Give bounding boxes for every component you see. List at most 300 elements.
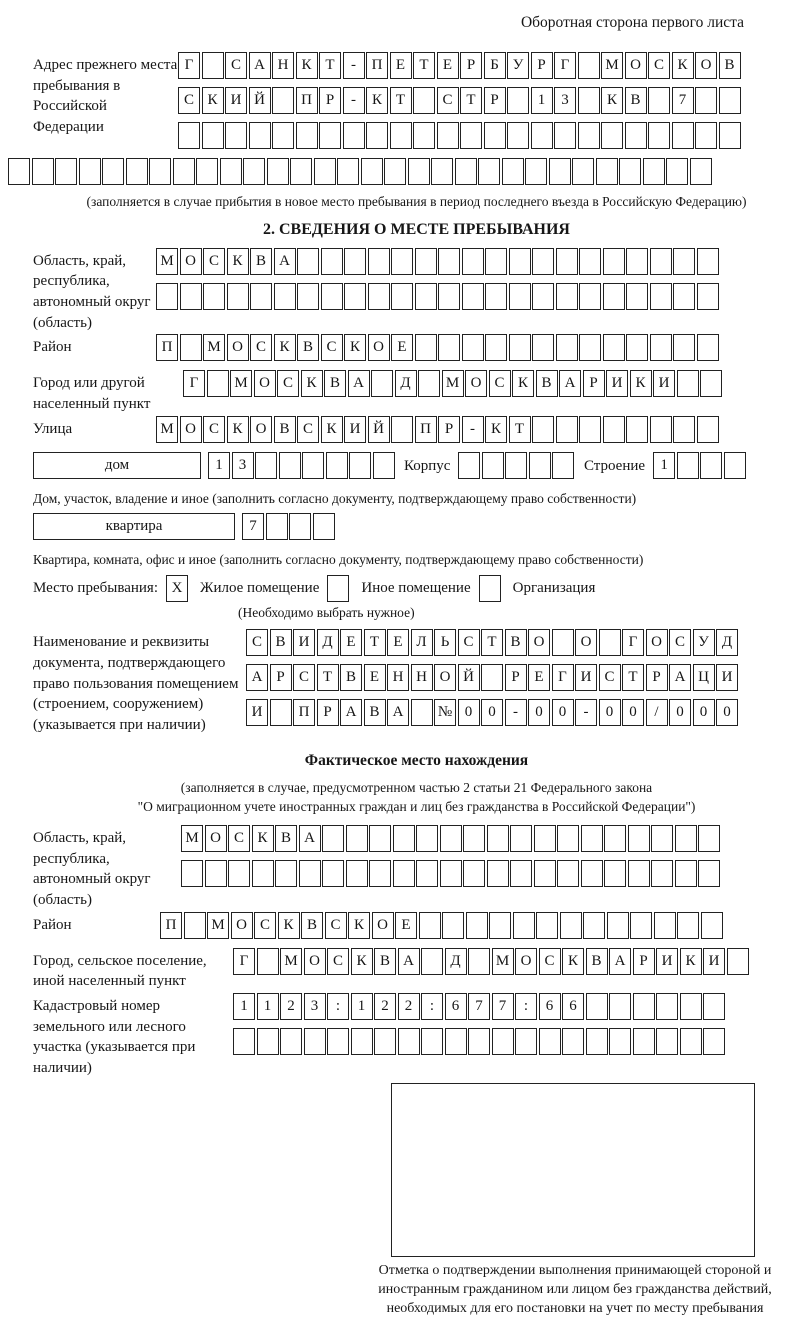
char-box[interactable] <box>481 664 503 691</box>
char-box[interactable] <box>384 158 406 185</box>
char-box[interactable] <box>349 452 371 479</box>
char-box[interactable] <box>267 158 289 185</box>
char-box[interactable]: - <box>343 87 365 114</box>
char-box[interactable] <box>628 825 650 852</box>
char-box[interactable] <box>369 825 391 852</box>
char-box[interactable]: Е <box>387 629 409 656</box>
char-box[interactable] <box>468 1028 490 1055</box>
char-box[interactable] <box>343 122 365 149</box>
char-box[interactable]: М <box>601 52 623 79</box>
char-box[interactable] <box>489 912 511 939</box>
char-box[interactable] <box>344 283 366 310</box>
char-box[interactable] <box>102 158 124 185</box>
char-box[interactable]: Т <box>413 52 435 79</box>
char-box[interactable]: У <box>507 52 529 79</box>
char-box[interactable] <box>650 248 672 275</box>
char-box[interactable] <box>675 825 697 852</box>
char-box[interactable]: 1 <box>257 993 279 1020</box>
char-box[interactable] <box>203 283 225 310</box>
char-box[interactable] <box>626 283 648 310</box>
char-box[interactable] <box>579 416 601 443</box>
char-box[interactable]: 3 <box>232 452 254 479</box>
char-box[interactable] <box>418 370 440 397</box>
char-box[interactable] <box>408 158 430 185</box>
char-box[interactable]: 6 <box>562 993 584 1020</box>
char-box[interactable] <box>371 370 393 397</box>
char-box[interactable]: Н <box>387 664 409 691</box>
char-box[interactable]: А <box>274 248 296 275</box>
char-box[interactable]: 0 <box>458 699 480 726</box>
char-box[interactable]: С <box>539 948 561 975</box>
char-box[interactable] <box>55 158 77 185</box>
char-box[interactable]: Р <box>583 370 605 397</box>
char-box[interactable] <box>698 860 720 887</box>
char-box[interactable]: С <box>203 416 225 443</box>
char-box[interactable]: М <box>207 912 229 939</box>
char-box[interactable] <box>531 122 553 149</box>
char-box[interactable] <box>313 513 335 540</box>
char-box[interactable] <box>697 248 719 275</box>
char-box[interactable] <box>698 825 720 852</box>
char-box[interactable] <box>319 122 341 149</box>
char-box[interactable] <box>656 1028 678 1055</box>
char-box[interactable]: Г <box>622 629 644 656</box>
char-box[interactable]: В <box>324 370 346 397</box>
char-box[interactable] <box>344 248 366 275</box>
char-box[interactable] <box>607 912 629 939</box>
char-box[interactable]: Е <box>395 912 417 939</box>
char-box[interactable]: А <box>249 52 271 79</box>
char-box[interactable] <box>603 334 625 361</box>
char-box[interactable]: К <box>630 370 652 397</box>
char-box[interactable]: 0 <box>669 699 691 726</box>
char-box[interactable]: А <box>387 699 409 726</box>
char-box[interactable] <box>196 158 218 185</box>
char-box[interactable] <box>322 860 344 887</box>
char-box[interactable] <box>556 334 578 361</box>
char-box[interactable] <box>700 452 722 479</box>
char-box[interactable] <box>181 860 203 887</box>
char-box[interactable]: О <box>515 948 537 975</box>
char-box[interactable] <box>438 248 460 275</box>
char-box[interactable] <box>296 122 318 149</box>
char-box[interactable]: Е <box>390 52 412 79</box>
char-box[interactable]: К <box>296 52 318 79</box>
char-box[interactable] <box>249 122 271 149</box>
char-box[interactable]: С <box>297 416 319 443</box>
char-box[interactable] <box>724 452 746 479</box>
char-box[interactable] <box>279 452 301 479</box>
char-box[interactable] <box>513 912 535 939</box>
char-box[interactable]: С <box>599 664 621 691</box>
char-box[interactable]: У <box>693 629 715 656</box>
char-box[interactable]: К <box>227 248 249 275</box>
char-box[interactable]: А <box>299 825 321 852</box>
char-box[interactable] <box>650 334 672 361</box>
char-box[interactable] <box>510 860 532 887</box>
char-box[interactable] <box>393 825 415 852</box>
char-box[interactable]: Й <box>368 416 390 443</box>
char-box[interactable] <box>502 158 524 185</box>
char-box[interactable]: С <box>325 912 347 939</box>
char-box[interactable] <box>509 248 531 275</box>
char-box[interactable] <box>626 334 648 361</box>
char-box[interactable]: Б <box>484 52 506 79</box>
char-box[interactable]: В <box>274 416 296 443</box>
char-box[interactable]: Т <box>481 629 503 656</box>
char-box[interactable]: Р <box>270 664 292 691</box>
char-box[interactable]: О <box>227 334 249 361</box>
char-box[interactable]: Р <box>319 87 341 114</box>
char-box[interactable] <box>368 248 390 275</box>
char-box[interactable]: И <box>293 629 315 656</box>
char-box[interactable] <box>625 122 647 149</box>
char-box[interactable]: В <box>301 912 323 939</box>
char-box[interactable]: 3 <box>304 993 326 1020</box>
char-box[interactable] <box>455 158 477 185</box>
char-box[interactable] <box>228 860 250 887</box>
char-box[interactable] <box>227 283 249 310</box>
char-box[interactable] <box>578 87 600 114</box>
char-box[interactable]: С <box>293 664 315 691</box>
char-box[interactable]: 7 <box>468 993 490 1020</box>
char-box[interactable]: О <box>250 416 272 443</box>
char-box[interactable] <box>677 452 699 479</box>
char-box[interactable] <box>346 860 368 887</box>
char-box[interactable] <box>266 513 288 540</box>
char-box[interactable] <box>666 158 688 185</box>
char-box[interactable]: М <box>280 948 302 975</box>
char-box[interactable]: : <box>515 993 537 1020</box>
char-box[interactable] <box>485 248 507 275</box>
char-box[interactable] <box>442 912 464 939</box>
char-box[interactable]: Й <box>458 664 480 691</box>
char-box[interactable]: И <box>246 699 268 726</box>
char-box[interactable]: Н <box>411 664 433 691</box>
char-box[interactable]: 0 <box>599 699 621 726</box>
char-box[interactable] <box>346 825 368 852</box>
char-box[interactable] <box>297 248 319 275</box>
char-box[interactable] <box>243 158 265 185</box>
char-box[interactable]: О <box>254 370 276 397</box>
char-box[interactable] <box>539 1028 561 1055</box>
char-box[interactable]: 1 <box>653 452 675 479</box>
char-box[interactable]: О <box>180 416 202 443</box>
char-box[interactable] <box>202 122 224 149</box>
char-box[interactable] <box>672 122 694 149</box>
char-box[interactable] <box>650 416 672 443</box>
char-box[interactable] <box>178 122 200 149</box>
char-box[interactable] <box>180 283 202 310</box>
char-box[interactable] <box>411 699 433 726</box>
char-box[interactable]: Р <box>484 87 506 114</box>
char-box[interactable] <box>581 860 603 887</box>
char-box[interactable]: О <box>625 52 647 79</box>
char-box[interactable] <box>485 334 507 361</box>
char-box[interactable] <box>8 158 30 185</box>
char-box[interactable] <box>536 912 558 939</box>
char-box[interactable]: Д <box>317 629 339 656</box>
char-box[interactable]: - <box>575 699 597 726</box>
char-box[interactable]: О <box>304 948 326 975</box>
char-box[interactable] <box>697 416 719 443</box>
char-box[interactable]: 2 <box>398 993 420 1020</box>
char-box[interactable] <box>272 122 294 149</box>
char-box[interactable] <box>421 1028 443 1055</box>
char-box[interactable]: - <box>462 416 484 443</box>
char-box[interactable]: - <box>343 52 365 79</box>
char-box[interactable]: 0 <box>693 699 715 726</box>
char-box[interactable]: Е <box>528 664 550 691</box>
char-box[interactable]: С <box>437 87 459 114</box>
char-box[interactable] <box>695 122 717 149</box>
char-box[interactable]: В <box>505 629 527 656</box>
char-box[interactable]: 6 <box>539 993 561 1020</box>
char-box[interactable] <box>272 87 294 114</box>
char-box[interactable] <box>487 860 509 887</box>
char-box[interactable] <box>552 629 574 656</box>
char-box[interactable] <box>149 158 171 185</box>
char-box[interactable] <box>220 158 242 185</box>
checkbox-other-premises[interactable] <box>327 575 349 602</box>
char-box[interactable] <box>673 248 695 275</box>
char-box[interactable] <box>603 283 625 310</box>
char-box[interactable]: Р <box>438 416 460 443</box>
char-box[interactable] <box>604 825 626 852</box>
char-box[interactable]: 2 <box>374 993 396 1020</box>
char-box[interactable] <box>438 283 460 310</box>
char-box[interactable] <box>673 416 695 443</box>
char-box[interactable]: К <box>202 87 224 114</box>
char-box[interactable] <box>369 860 391 887</box>
char-box[interactable]: И <box>656 948 678 975</box>
char-box[interactable]: О <box>368 334 390 361</box>
char-box[interactable]: О <box>372 912 394 939</box>
char-box[interactable]: Ц <box>693 664 715 691</box>
char-box[interactable]: Р <box>531 52 553 79</box>
char-box[interactable] <box>368 283 390 310</box>
char-box[interactable] <box>462 334 484 361</box>
char-box[interactable] <box>415 334 437 361</box>
char-box[interactable] <box>351 1028 373 1055</box>
char-box[interactable]: 0 <box>716 699 738 726</box>
char-box[interactable] <box>492 1028 514 1055</box>
char-box[interactable]: Р <box>633 948 655 975</box>
char-box[interactable]: А <box>609 948 631 975</box>
char-box[interactable]: Л <box>411 629 433 656</box>
char-box[interactable] <box>572 158 594 185</box>
char-box[interactable] <box>719 122 741 149</box>
char-box[interactable]: - <box>505 699 527 726</box>
char-box[interactable]: А <box>340 699 362 726</box>
char-box[interactable] <box>651 825 673 852</box>
char-box[interactable]: И <box>344 416 366 443</box>
char-box[interactable]: 1 <box>531 87 553 114</box>
char-box[interactable] <box>690 158 712 185</box>
char-box[interactable] <box>314 158 336 185</box>
char-box[interactable]: К <box>562 948 584 975</box>
char-box[interactable] <box>703 1028 725 1055</box>
char-box[interactable] <box>578 122 600 149</box>
char-box[interactable]: / <box>646 699 668 726</box>
char-box[interactable]: П <box>156 334 178 361</box>
char-box[interactable]: Е <box>340 629 362 656</box>
char-box[interactable]: К <box>512 370 534 397</box>
char-box[interactable]: Р <box>317 699 339 726</box>
char-box[interactable] <box>557 825 579 852</box>
char-box[interactable] <box>250 283 272 310</box>
char-box[interactable] <box>391 248 413 275</box>
char-box[interactable] <box>556 248 578 275</box>
char-box[interactable] <box>579 283 601 310</box>
char-box[interactable] <box>604 860 626 887</box>
char-box[interactable] <box>601 122 623 149</box>
char-box[interactable] <box>458 452 480 479</box>
char-box[interactable] <box>32 158 54 185</box>
char-box[interactable]: К <box>227 416 249 443</box>
char-box[interactable]: Т <box>622 664 644 691</box>
char-box[interactable]: М <box>156 416 178 443</box>
char-box[interactable] <box>680 993 702 1020</box>
char-box[interactable] <box>398 1028 420 1055</box>
char-box[interactable] <box>579 248 601 275</box>
char-box[interactable] <box>373 452 395 479</box>
char-box[interactable] <box>557 860 579 887</box>
char-box[interactable]: С <box>458 629 480 656</box>
char-box[interactable]: И <box>703 948 725 975</box>
char-box[interactable]: 7 <box>672 87 694 114</box>
char-box[interactable]: В <box>270 629 292 656</box>
char-box[interactable] <box>445 1028 467 1055</box>
char-box[interactable]: Т <box>390 87 412 114</box>
char-box[interactable] <box>485 283 507 310</box>
char-box[interactable]: С <box>669 629 691 656</box>
checkbox-residential[interactable]: X <box>166 575 188 602</box>
char-box[interactable] <box>202 52 224 79</box>
char-box[interactable] <box>462 248 484 275</box>
char-box[interactable] <box>534 825 556 852</box>
char-box[interactable] <box>599 629 621 656</box>
char-box[interactable]: С <box>203 248 225 275</box>
char-box[interactable]: Р <box>505 664 527 691</box>
char-box[interactable] <box>609 993 631 1020</box>
char-box[interactable] <box>255 452 277 479</box>
char-box[interactable]: С <box>648 52 670 79</box>
char-box[interactable]: 0 <box>481 699 503 726</box>
char-box[interactable] <box>156 283 178 310</box>
char-box[interactable]: П <box>366 52 388 79</box>
char-box[interactable]: О <box>180 248 202 275</box>
char-box[interactable] <box>680 1028 702 1055</box>
char-box[interactable]: Т <box>317 664 339 691</box>
char-box[interactable]: К <box>344 334 366 361</box>
char-box[interactable] <box>626 248 648 275</box>
char-box[interactable] <box>421 948 443 975</box>
char-box[interactable]: С <box>228 825 250 852</box>
char-box[interactable] <box>337 158 359 185</box>
char-box[interactable] <box>556 283 578 310</box>
char-box[interactable] <box>560 912 582 939</box>
char-box[interactable]: И <box>225 87 247 114</box>
char-box[interactable]: Н <box>272 52 294 79</box>
char-box[interactable] <box>416 860 438 887</box>
char-box[interactable]: А <box>669 664 691 691</box>
char-box[interactable]: П <box>160 912 182 939</box>
char-box[interactable] <box>361 158 383 185</box>
char-box[interactable]: Т <box>319 52 341 79</box>
char-box[interactable] <box>413 122 435 149</box>
char-box[interactable] <box>534 860 556 887</box>
char-box[interactable]: М <box>203 334 225 361</box>
char-box[interactable]: В <box>364 699 386 726</box>
char-box[interactable] <box>79 158 101 185</box>
char-box[interactable] <box>648 87 670 114</box>
char-box[interactable]: К <box>301 370 323 397</box>
char-box[interactable]: К <box>672 52 694 79</box>
char-box[interactable]: А <box>246 664 268 691</box>
char-box[interactable]: Г <box>233 948 255 975</box>
char-box[interactable] <box>304 1028 326 1055</box>
char-box[interactable]: И <box>575 664 597 691</box>
char-box[interactable]: : <box>327 993 349 1020</box>
char-box[interactable]: К <box>366 87 388 114</box>
char-box[interactable]: С <box>246 629 268 656</box>
char-box[interactable]: Е <box>364 664 386 691</box>
char-box[interactable]: Р <box>646 664 668 691</box>
char-box[interactable] <box>654 912 676 939</box>
char-box[interactable] <box>299 860 321 887</box>
char-box[interactable] <box>581 825 603 852</box>
char-box[interactable]: 7 <box>492 993 514 1020</box>
char-box[interactable]: В <box>275 825 297 852</box>
char-box[interactable]: И <box>653 370 675 397</box>
char-box[interactable] <box>677 912 699 939</box>
char-box[interactable]: К <box>601 87 623 114</box>
char-box[interactable] <box>374 1028 396 1055</box>
char-box[interactable] <box>505 452 527 479</box>
char-box[interactable] <box>468 948 490 975</box>
char-box[interactable] <box>727 948 749 975</box>
char-box[interactable] <box>675 860 697 887</box>
char-box[interactable] <box>510 825 532 852</box>
char-box[interactable]: 7 <box>242 513 264 540</box>
char-box[interactable] <box>603 416 625 443</box>
char-box[interactable] <box>507 122 529 149</box>
char-box[interactable]: Т <box>364 629 386 656</box>
char-box[interactable] <box>586 993 608 1020</box>
char-box[interactable] <box>419 912 441 939</box>
char-box[interactable] <box>415 283 437 310</box>
char-box[interactable]: В <box>250 248 272 275</box>
char-box[interactable]: 6 <box>445 993 467 1020</box>
char-box[interactable] <box>487 825 509 852</box>
char-box[interactable] <box>549 158 571 185</box>
char-box[interactable] <box>440 825 462 852</box>
char-box[interactable]: К <box>485 416 507 443</box>
char-box[interactable] <box>173 158 195 185</box>
char-box[interactable] <box>579 334 601 361</box>
char-box[interactable] <box>556 416 578 443</box>
char-box[interactable] <box>700 370 722 397</box>
char-box[interactable]: 1 <box>208 452 230 479</box>
char-box[interactable] <box>509 334 531 361</box>
char-box[interactable]: О <box>528 629 550 656</box>
char-box[interactable]: Т <box>509 416 531 443</box>
char-box[interactable] <box>437 122 459 149</box>
char-box[interactable] <box>532 334 554 361</box>
char-box[interactable]: Ь <box>434 629 456 656</box>
char-box[interactable] <box>697 334 719 361</box>
